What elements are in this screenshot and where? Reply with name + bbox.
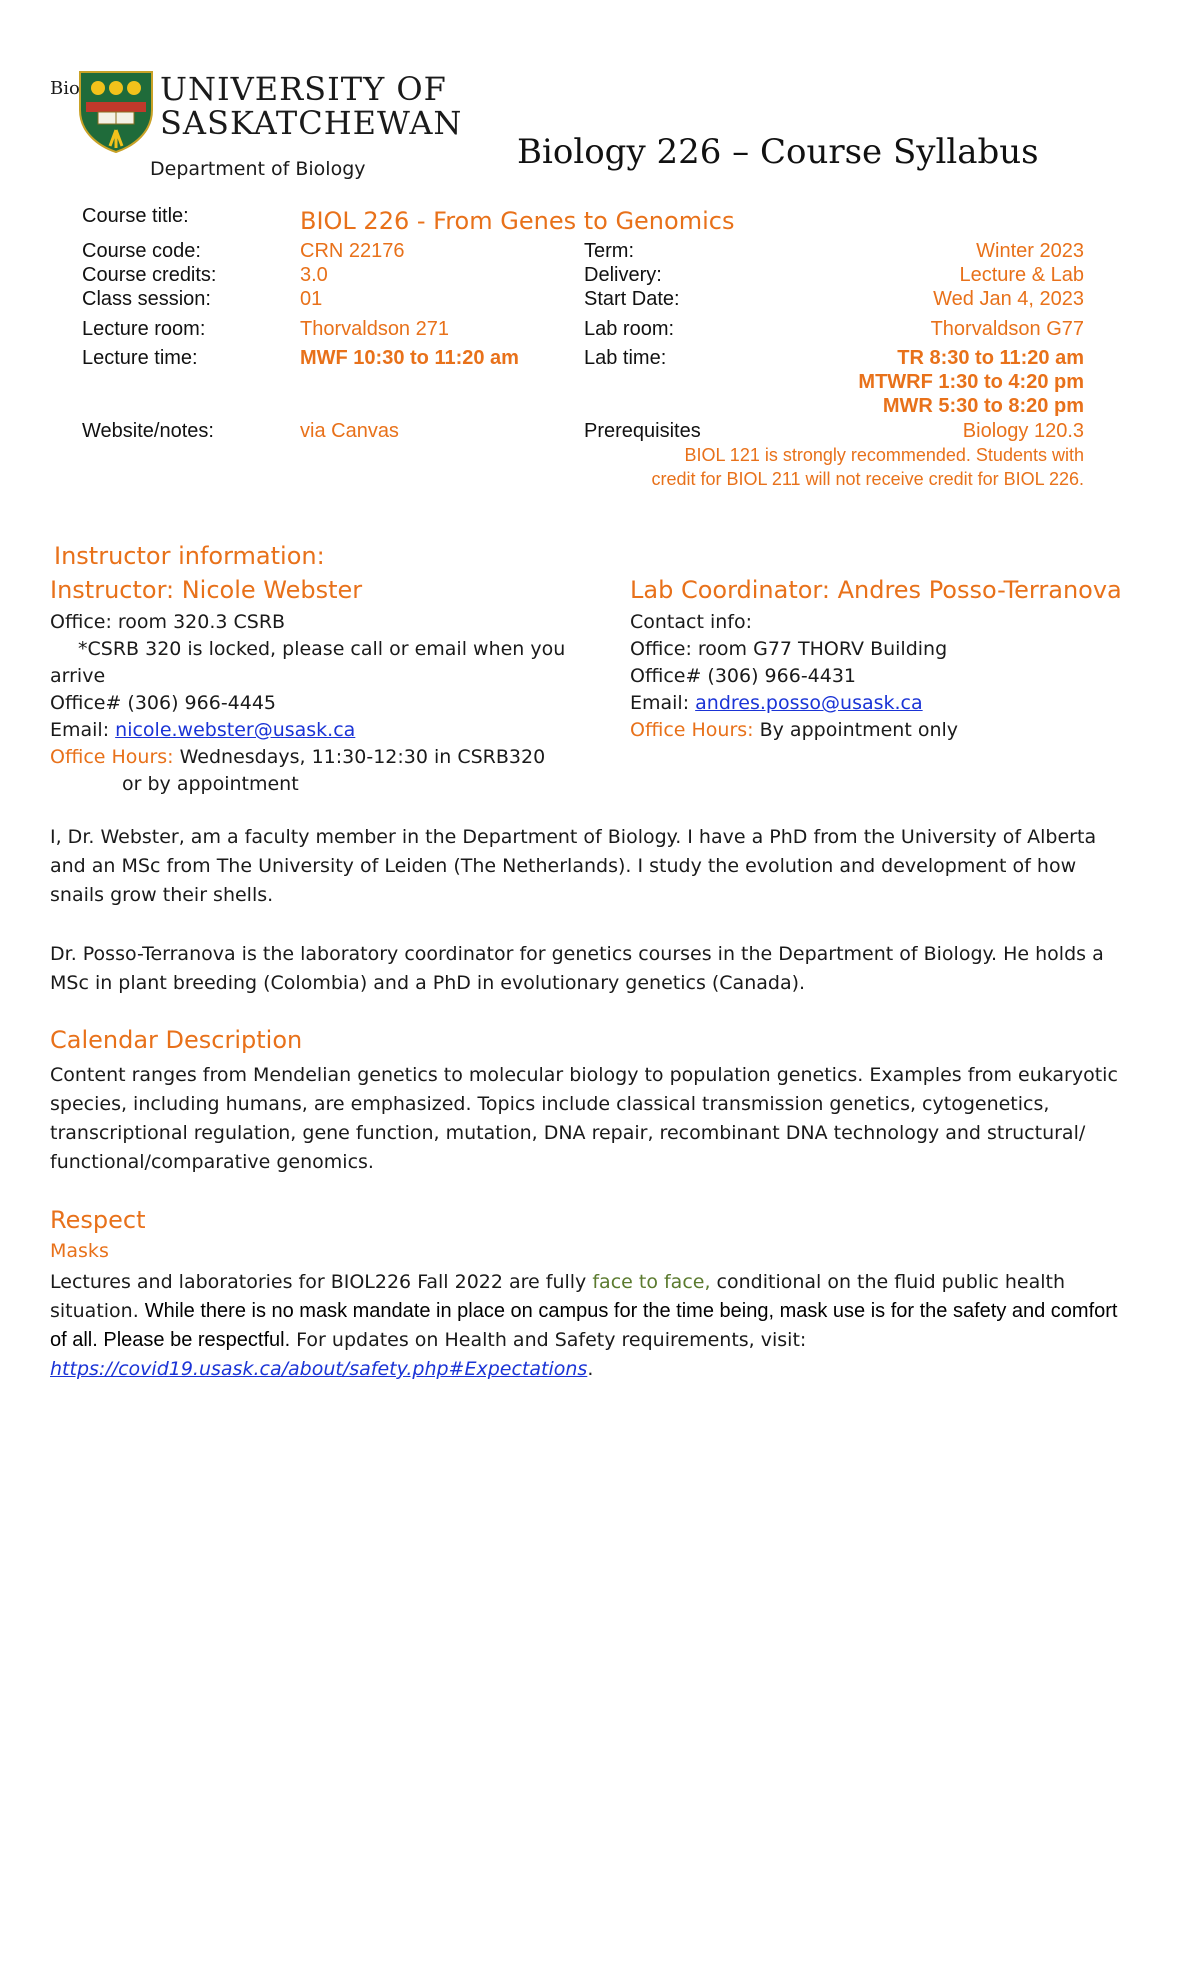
lab-time-2: MTWRF 1:30 to 4:20 pm [858, 371, 1084, 393]
term-value: Winter 2023 [976, 240, 1084, 262]
clipped-header-text: Bio [50, 78, 80, 99]
masks-text-b: conditional on the fluid public health situation. [50, 1271, 1066, 1322]
lab-room-value: Thorvaldson G77 [930, 318, 1084, 340]
start-date-value: Wed Jan 4, 2023 [933, 288, 1084, 310]
lecture-time-label: Lecture time: [82, 347, 198, 369]
department-name: Department of Biology [150, 158, 366, 180]
course-code-label: Course code: [82, 240, 201, 262]
masks-subheading: Masks [50, 1240, 109, 1262]
instructor-locked-note-cont: arrive [50, 665, 106, 687]
delivery-value: Lecture & Lab [959, 264, 1084, 286]
instructor-hours-label: Office Hours: [50, 746, 180, 768]
lecture-time-value: MWF 10:30 to 11:20 am [300, 347, 519, 369]
class-session-label: Class session: [82, 288, 211, 310]
prereq-note-2: credit for BIOL 211 will not receive credit for BIOL 226. [651, 469, 1084, 489]
masks-text-green: face to face, [592, 1271, 711, 1293]
coordinator-title: Lab Coordinator: Andres Posso-Terranova [630, 576, 1122, 604]
coordinator-hours-row [630, 716, 958, 745]
calendar-text: Content ranges from Mendelian genetics to molecular biology to population genetics. Examples from eukaryotic species, including humans, are emphasized. Topics include classical transmission genetics, cytogenetics, transcriptional regulation, gene function, mutation, DNA repair, recombinant DNA technology and structural/ functional/comparative genomics. [50, 1064, 1118, 1173]
coordinator-hours-value: By appointment only [759, 719, 959, 741]
instructor-hours-value: Wednesdays, 11:30-12:30 in CSRB320 [179, 746, 546, 768]
class-session-value: 01 [300, 288, 323, 310]
posso-bio-paragraph: Dr. Posso-Terranova is the laboratory coordinator for genetics courses in the Department of Biology. He holds a MSc in plant breeding (Colombia) and a PhD in evolutionary genetics (Canada). [50, 943, 1104, 994]
lab-time-3: MWR 5:30 to 8:20 pm [882, 395, 1084, 417]
website-label: Website/notes: [82, 420, 214, 442]
masks-text-bold: While there is no mask mandate in place on campus for the time being, mask use is for the safety and comfort of all. Please be respectful. [50, 1300, 1118, 1351]
coordinator-contact: Contact info: [630, 611, 752, 633]
safety-link[interactable]: https://covid19.usask.ca/about/safety.php#Expectations [50, 1358, 588, 1380]
start-date-label: Start Date: [584, 288, 680, 310]
delivery-label: Delivery: [584, 264, 662, 286]
masks-text-c: For updates on Health and Safety requirements, visit: [290, 1329, 807, 1351]
instructor-email-link[interactable]: nicole.webster@usask.ca [115, 719, 356, 741]
instructor-phone: Office# (306) 966-4445 [50, 692, 277, 714]
prerequisites-label: Prerequisites [584, 420, 701, 442]
coordinator-office: Office: room G77 THORV Building [630, 638, 948, 660]
calendar-heading: Calendar Description [50, 1026, 303, 1054]
lab-time-label: Lab time: [584, 347, 667, 369]
course-title-label: Course title: [82, 205, 189, 227]
coordinator-email-link[interactable]: andres.posso@usask.ca [695, 692, 923, 714]
university-name-line1: UNIVERSITY OF [160, 70, 447, 108]
instructor-info-heading: Instructor information: [54, 542, 325, 570]
syllabus-title: Biology 226 – Course Syllabus [517, 132, 1039, 172]
coordinator-hours-label: Office Hours: [630, 719, 760, 741]
instructor-locked-note: *CSRB 320 is locked, please call or email when you [78, 638, 566, 660]
prereq-note-1: BIOL 121 is strongly recommended. Students with [684, 445, 1084, 465]
masks-text-a: Lectures and laboratories for BIOL226 Fall 2022 are fully [50, 1271, 593, 1293]
course-title-value: BIOL 226 - From Genes to Genomics [300, 207, 735, 235]
website-value: via Canvas [300, 420, 399, 442]
instructor-title: Instructor: Nicole Webster [50, 576, 363, 604]
instructor-email-label: Email: [50, 719, 116, 741]
webster-bio-paragraph: I, Dr. Webster, am a faculty member in the Department of Biology. I have a PhD from the University of Alberta and an MSc from The University of Leiden (The Netherlands). I study the evolution and development of how snails grow their shells. [50, 826, 1097, 906]
coordinator-phone: Office# (306) 966-4431 [630, 665, 857, 687]
instructor-hours-cont: or by appointment [122, 773, 299, 795]
lab-room-label: Lab room: [584, 318, 675, 340]
course-code-value: CRN 22176 [300, 240, 405, 262]
lecture-room-label: Lecture room: [82, 318, 206, 340]
masks-text-end: . [587, 1358, 594, 1380]
instructor-email-row [50, 716, 355, 745]
term-label: Term: [584, 240, 634, 262]
prerequisites-value: Biology 120.3 [962, 420, 1084, 442]
instructor-hours-row [50, 743, 545, 772]
coordinator-email-row [630, 689, 923, 718]
instructor-office: Office: room 320.3 CSRB [50, 611, 286, 633]
university-name-line2: SASKATCHEWAN [160, 104, 463, 142]
course-credits-value: 3.0 [300, 264, 328, 286]
university-crest-icon [78, 70, 154, 154]
lab-time-1: TR 8:30 to 11:20 am [897, 347, 1084, 369]
lecture-room-value: Thorvaldson 271 [300, 318, 449, 340]
masks-paragraph [50, 1268, 1130, 1384]
respect-heading: Respect [50, 1206, 146, 1234]
course-credits-label: Course credits: [82, 264, 217, 286]
coordinator-email-label: Email: [630, 692, 696, 714]
